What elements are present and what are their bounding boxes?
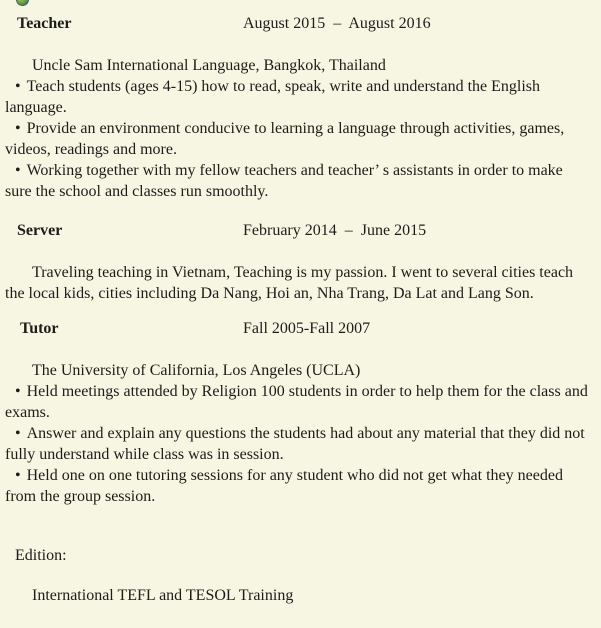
bullet-marker: •: [15, 383, 21, 400]
bullet-marker: •: [15, 425, 21, 442]
experience-section-tutor: [5, 318, 591, 507]
job-dates: Fall 2005-Fall 2007: [243, 320, 371, 337]
experience-section-teacher: [5, 13, 591, 202]
organization-line: The University of California, Los Angeles (UCLA): [32, 362, 361, 379]
organization-line: Uncle Sam International Language, Bangkok, Thailand: [32, 57, 386, 74]
bullet-text: Answer and explain any questions the students had about any material that they did not fully understand while class was in session.: [5, 425, 585, 463]
bullet-marker: •: [15, 162, 21, 179]
bullet-text: Held one on one tutoring sessions for any student who did not get what they needed from the group session.: [5, 467, 563, 505]
job-dates: August 2015 – August 2016: [243, 15, 431, 32]
job-title: Teacher: [17, 15, 72, 32]
bullet-item: [5, 76, 591, 118]
bullet-item: [5, 160, 591, 202]
bullet-item: [5, 381, 591, 423]
bullet-marker: •: [15, 120, 21, 137]
section-heading-row: [5, 220, 591, 241]
bullet-text: Held meetings attended by Religion 100 students in order to help them for the class and exams.: [5, 383, 588, 421]
experience-section-server: [5, 220, 591, 304]
section-heading-row: [5, 318, 591, 339]
green-ball-bullet-icon: [16, 0, 29, 6]
description-paragraph: Traveling teaching in Vietnam, Teaching is my passion. I went to several cities teach the local kids, cities including Da Nang, Hoi an, Nha Trang, Da Lat and Lang Son.: [5, 264, 574, 302]
job-title: Server: [17, 222, 63, 239]
bullet-item: [5, 118, 591, 160]
bullet-marker: •: [15, 78, 21, 95]
bullet-text: Working together with my fellow teachers and teacher’ s assistants in order to make sure the school and classes run smoothly.: [5, 162, 563, 200]
education-section: [5, 545, 591, 606]
bullet-item: [5, 465, 591, 507]
section-heading-row: [5, 13, 591, 34]
bullet-marker: •: [15, 467, 21, 484]
job-dates: February 2014 – June 2015: [243, 222, 427, 239]
bullet-item: [5, 423, 591, 465]
bullet-text: Teach students (ages 4-15) how to read, speak, write and understand the English language.: [5, 78, 541, 116]
education-item: International TEFL and TESOL Training: [32, 587, 294, 604]
job-title: Tutor: [20, 320, 59, 337]
bullet-text: Provide an environment conducive to learning a language through activities, games, videos, readings and more.: [5, 120, 565, 158]
education-label: Edition:: [15, 547, 67, 564]
